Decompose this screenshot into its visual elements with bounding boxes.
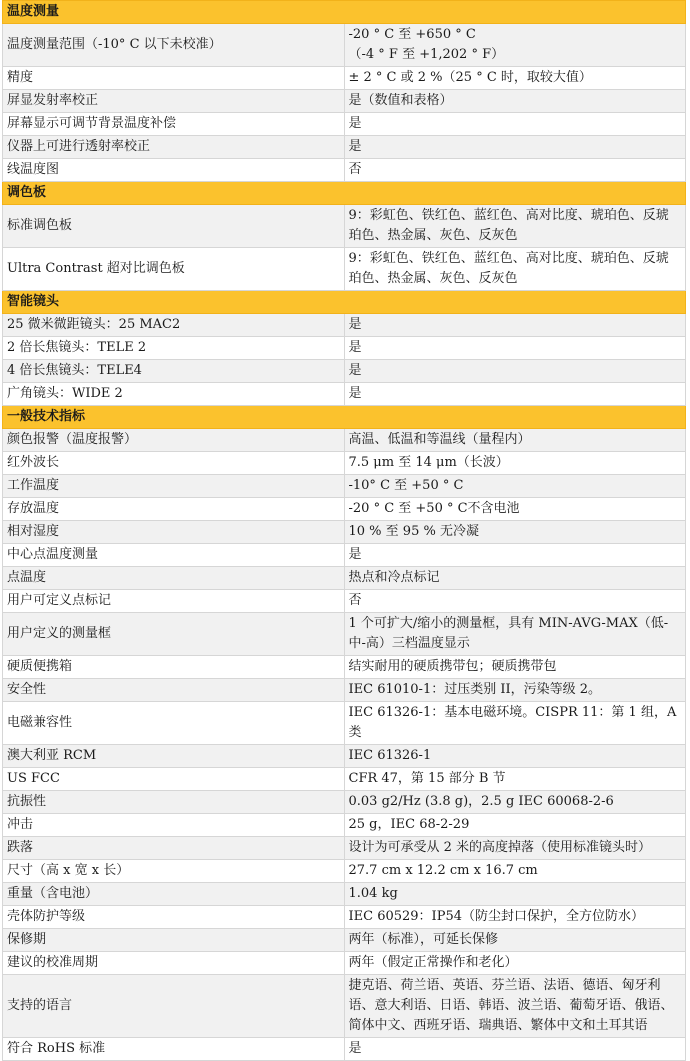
spec-label: 4 倍长焦镜头：TELE4 [3,360,345,383]
spec-label: 重量（含电池） [3,883,345,906]
spec-label: 2 倍长焦镜头：TELE 2 [3,337,345,360]
spec-label: 温度测量范围（-10° C 以下未校准） [3,24,345,67]
spec-value: 10 % 至 95 % 无冷凝 [344,521,686,544]
spec-row [3,745,686,768]
spec-value: 是 [344,314,686,337]
spec-row [3,791,686,814]
spec-label: 电磁兼容性 [3,702,345,745]
spec-value: 25 g，IEC 68-2-29 [344,814,686,837]
spec-label: US FCC [3,768,345,791]
section-title: 一般技术指标 [3,406,686,429]
spec-label: 跌落 [3,837,345,860]
spec-value: ± 2 ° C 或 2 %（25 ° C 时，取较大值） [344,67,686,90]
spec-row [3,952,686,975]
spec-row [3,248,686,291]
spec-table-body [3,1,686,1061]
spec-label: 红外波长 [3,452,345,475]
spec-label: 中心点温度测量 [3,544,345,567]
spec-value: 设计为可承受从 2 米的高度掉落（使用标准镜头时） [344,837,686,860]
spec-value: 热点和冷点标记 [344,567,686,590]
spec-row [3,768,686,791]
spec-value: 高温、低温和等温线（量程内） [344,429,686,452]
spec-value: 27.7 cm x 12.2 cm x 16.7 cm [344,860,686,883]
spec-row [3,567,686,590]
spec-row [3,702,686,745]
spec-value: 是 [344,136,686,159]
section-header-row [3,182,686,205]
spec-value: 9：彩虹色、铁红色、蓝红色、高对比度、琥珀色、反琥珀色、热金属、灰色、反灰色 [344,248,686,291]
spec-label: 用户可定义点标记 [3,590,345,613]
spec-value: 两年（标准），可延长保修 [344,929,686,952]
spec-label: 冲击 [3,814,345,837]
spec-row [3,429,686,452]
spec-value: IEC 61010-1：过压类别 II，污染等级 2。 [344,679,686,702]
spec-label: 壳体防护等级 [3,906,345,929]
spec-value: 否 [344,590,686,613]
spec-value: IEC 60529：IP54（防尘封口保护，全方位防水） [344,906,686,929]
spec-label: 线温度图 [3,159,345,182]
spec-row [3,498,686,521]
spec-row [3,360,686,383]
spec-row [3,883,686,906]
spec-value: -10° C 至 +50 ° C [344,475,686,498]
spec-row [3,314,686,337]
spec-value: 是 [344,383,686,406]
spec-row [3,205,686,248]
spec-value: 1.04 kg [344,883,686,906]
spec-value: 是 [344,337,686,360]
spec-label: 颜色报警（温度报警） [3,429,345,452]
spec-row [3,860,686,883]
spec-value: 7.5 μm 至 14 μm（长波） [344,452,686,475]
spec-label: 工作温度 [3,475,345,498]
spec-row [3,544,686,567]
spec-label: 存放温度 [3,498,345,521]
spec-value: IEC 61326-1：基本电磁环境。CISPR 11：第 1 组，A 类 [344,702,686,745]
spec-value: CFR 47，第 15 部分 B 节 [344,768,686,791]
spec-table [2,0,686,1061]
spec-label: 尺寸（高 x 宽 x 长） [3,860,345,883]
spec-value: 0.03 g2/Hz (3.8 g)，2.5 g IEC 60068-2-6 [344,791,686,814]
spec-label: 建议的校准周期 [3,952,345,975]
spec-row [3,679,686,702]
spec-label: 澳大利亚 RCM [3,745,345,768]
spec-row [3,337,686,360]
spec-value: -20 ° C 至 +50 ° C不含电池 [344,498,686,521]
spec-row [3,975,686,1038]
spec-value: 9：彩虹色、铁红色、蓝红色、高对比度、琥珀色、反琥珀色、热金属、灰色、反灰色 [344,205,686,248]
spec-row [3,814,686,837]
spec-label: 精度 [3,67,345,90]
spec-row [3,67,686,90]
spec-label: 符合 RoHS 标准 [3,1038,345,1061]
spec-label: 安全性 [3,679,345,702]
spec-label: Ultra Contrast 超对比调色板 [3,248,345,291]
spec-label: 屏幕显示可调节背景温度补偿 [3,113,345,136]
spec-row [3,1038,686,1061]
spec-label: 25 微米微距镜头：25 MAC2 [3,314,345,337]
spec-value: 是 [344,360,686,383]
spec-row [3,475,686,498]
spec-value: 1 个可扩大/缩小的测量框，具有 MIN-AVG-MAX（低-中-高）三档温度显示 [344,613,686,656]
section-header-row [3,1,686,24]
spec-row [3,136,686,159]
spec-value: 是 [344,544,686,567]
spec-value: 是 [344,113,686,136]
spec-label: 广角镜头：WIDE 2 [3,383,345,406]
spec-value: 是（数值和表格） [344,90,686,113]
spec-row [3,452,686,475]
spec-label: 点温度 [3,567,345,590]
spec-row [3,90,686,113]
spec-value: IEC 61326-1 [344,745,686,768]
spec-row [3,113,686,136]
section-title: 智能镜头 [3,291,686,314]
spec-label: 用户定义的测量框 [3,613,345,656]
section-title: 调色板 [3,182,686,205]
spec-value: 两年（假定正常操作和老化） [344,952,686,975]
spec-label: 仪器上可进行透射率校正 [3,136,345,159]
spec-row [3,521,686,544]
spec-label: 相对湿度 [3,521,345,544]
spec-label: 保修期 [3,929,345,952]
section-header-row [3,291,686,314]
spec-row [3,383,686,406]
spec-row [3,656,686,679]
spec-value: 结实耐用的硬质携带包；硬质携带包 [344,656,686,679]
spec-value: 捷克语、荷兰语、英语、芬兰语、法语、德语、匈牙利语、意大利语、日语、韩语、波兰语、葡萄牙语、俄语、简体中文、西班牙语、瑞典语、繁体中文和土耳其语 [344,975,686,1038]
spec-row [3,159,686,182]
spec-label: 支持的语言 [3,975,345,1038]
spec-row [3,590,686,613]
section-title: 温度测量 [3,1,686,24]
spec-value: 是 [344,1038,686,1061]
spec-row [3,24,686,67]
spec-label: 硬质便携箱 [3,656,345,679]
spec-value: -20 ° C 至 +650 ° C （-4 ° F 至 +1,202 ° F） [344,24,686,67]
spec-row [3,906,686,929]
spec-label: 抗振性 [3,791,345,814]
section-header-row [3,406,686,429]
spec-row [3,613,686,656]
spec-value: 否 [344,159,686,182]
spec-row [3,929,686,952]
spec-label: 标准调色板 [3,205,345,248]
spec-row [3,837,686,860]
spec-label: 屏显发射率校正 [3,90,345,113]
